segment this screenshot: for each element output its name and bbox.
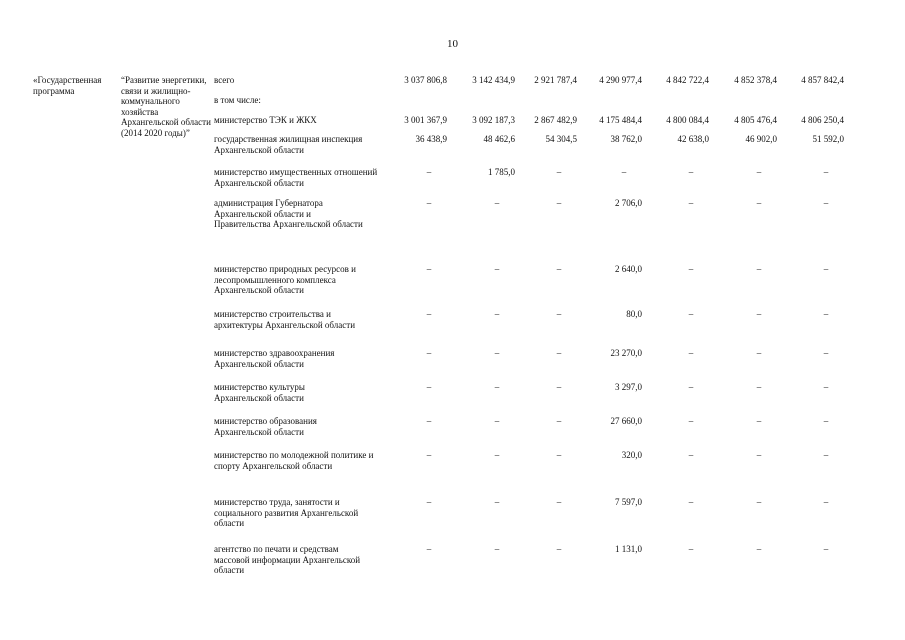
value-cell: – xyxy=(494,497,500,507)
value-cell: – xyxy=(494,450,500,460)
value-cell: – xyxy=(823,198,829,208)
row-label: всего xyxy=(214,75,235,85)
value-cell: – xyxy=(556,450,562,460)
value-cell: 7 597,0 xyxy=(615,497,642,507)
program-type: «Государственная программа xyxy=(33,75,102,96)
value-cell: 4 806 250,4 xyxy=(801,115,844,125)
value-cell: – xyxy=(621,167,627,177)
value-cell: – xyxy=(426,416,432,426)
value-cell: 51 592,0 xyxy=(812,134,844,144)
value-cell: 2 867 482,9 xyxy=(534,115,577,125)
value-cell: – xyxy=(494,544,500,554)
value-cell: – xyxy=(823,416,829,426)
value-cell: 2 921 787,4 xyxy=(534,75,577,85)
value-cell: 4 800 084,4 xyxy=(666,115,709,125)
value-cell: – xyxy=(688,167,694,177)
value-cell: – xyxy=(756,450,762,460)
value-cell: – xyxy=(756,348,762,358)
value-cell: – xyxy=(688,544,694,554)
value-cell: – xyxy=(688,497,694,507)
value-cell: – xyxy=(756,264,762,274)
row-label: министерство природных ресурсов и лесопромышленного комплекса Архангельской области xyxy=(214,264,356,295)
value-cell: – xyxy=(556,167,562,177)
value-cell: – xyxy=(688,382,694,392)
row-label: администрация Губернатора Архангельской области и Правительства Архангельской области xyxy=(214,198,363,229)
value-cell: 42 638,0 xyxy=(677,134,709,144)
value-cell: – xyxy=(756,544,762,554)
value-cell: – xyxy=(823,264,829,274)
row-label: министерство здравоохранения Архангельской области xyxy=(214,348,335,369)
value-cell: – xyxy=(823,167,829,177)
value-cell: 4 175 484,4 xyxy=(599,115,642,125)
value-cell: 3 037 806,8 xyxy=(404,75,447,85)
value-cell: – xyxy=(426,348,432,358)
value-cell: – xyxy=(426,497,432,507)
value-cell: 54 304,5 xyxy=(545,134,577,144)
value-cell: 2 706,0 xyxy=(615,198,642,208)
value-cell: – xyxy=(556,264,562,274)
value-cell: – xyxy=(756,497,762,507)
value-cell: – xyxy=(426,544,432,554)
value-cell: – xyxy=(823,348,829,358)
page-number: 10 xyxy=(447,38,458,50)
value-cell: – xyxy=(426,309,432,319)
value-cell: 4 842 722,4 xyxy=(666,75,709,85)
value-cell: 2 640,0 xyxy=(615,264,642,274)
row-label: министерство по молодежной политике и спорту Архангельской области xyxy=(214,450,374,471)
value-cell: 36 438,9 xyxy=(415,134,447,144)
row-label: министерство строительства и архитектуры Архангельской области xyxy=(214,309,356,330)
value-cell: 320,0 xyxy=(621,450,642,460)
value-cell: – xyxy=(556,348,562,358)
value-cell: 3 297,0 xyxy=(615,382,642,392)
value-cell: – xyxy=(756,309,762,319)
value-cell: 1 131,0 xyxy=(615,544,642,554)
value-cell: 3 001 367,9 xyxy=(404,115,447,125)
row-label: министерство ТЭК и ЖКХ xyxy=(214,115,317,125)
value-cell: – xyxy=(426,264,432,274)
value-cell: 27 660,0 xyxy=(610,416,642,426)
value-cell: – xyxy=(688,309,694,319)
value-cell: – xyxy=(823,497,829,507)
value-cell: – xyxy=(756,416,762,426)
value-cell: 46 902,0 xyxy=(745,134,777,144)
value-cell: 3 142 434,9 xyxy=(472,75,515,85)
value-cell: 4 857 842,4 xyxy=(801,75,844,85)
value-cell: – xyxy=(823,544,829,554)
value-cell: – xyxy=(426,167,432,177)
value-cell: – xyxy=(426,382,432,392)
value-cell: – xyxy=(494,198,500,208)
value-cell: 48 462,6 xyxy=(483,134,515,144)
value-cell: – xyxy=(494,348,500,358)
row-label: министерство труда, занятости и социального развития Архангельской области xyxy=(214,497,359,528)
value-cell: 4 805 476,4 xyxy=(734,115,777,125)
value-cell: 4 852 378,4 xyxy=(734,75,777,85)
value-cell: – xyxy=(556,382,562,392)
value-cell: – xyxy=(494,264,500,274)
row-label: государственная жилищная инспекция Архангельской области xyxy=(214,134,363,155)
row-label: министерство имущественных отношений Архангельской области xyxy=(214,167,378,188)
value-cell: – xyxy=(494,382,500,392)
value-cell: – xyxy=(556,544,562,554)
value-cell: – xyxy=(494,309,500,319)
row-label: министерство культуры Архангельской области xyxy=(214,382,305,403)
value-cell: 38 762,0 xyxy=(610,134,642,144)
value-cell: – xyxy=(756,198,762,208)
value-cell: – xyxy=(756,167,762,177)
program-name: “Развитие энергетики, связи и жилищно-коммунального хозяйства Архангельской области (2014 2020 годы)” xyxy=(121,75,211,138)
value-cell: – xyxy=(556,309,562,319)
value-cell: – xyxy=(688,198,694,208)
value-cell: – xyxy=(688,416,694,426)
value-cell: – xyxy=(823,382,829,392)
value-cell: 3 092 187,3 xyxy=(472,115,515,125)
row-label: в том числе: xyxy=(214,95,261,105)
value-cell: – xyxy=(426,198,432,208)
value-cell: – xyxy=(823,309,829,319)
row-label: министерство образования Архангельской области xyxy=(214,416,317,437)
value-cell: – xyxy=(494,416,500,426)
value-cell: 1 785,0 xyxy=(488,167,515,177)
row-label: агентство по печати и средствам массовой информации Архангельской области xyxy=(214,544,361,575)
value-cell: 4 290 977,4 xyxy=(599,75,642,85)
value-cell: – xyxy=(556,416,562,426)
value-cell: 80,0 xyxy=(626,309,642,319)
value-cell: – xyxy=(756,382,762,392)
value-cell: – xyxy=(556,497,562,507)
value-cell: – xyxy=(556,198,562,208)
value-cell: – xyxy=(426,450,432,460)
value-cell: – xyxy=(688,450,694,460)
value-cell: – xyxy=(823,450,829,460)
value-cell: – xyxy=(688,264,694,274)
value-cell: 23 270,0 xyxy=(610,348,642,358)
value-cell: – xyxy=(688,348,694,358)
